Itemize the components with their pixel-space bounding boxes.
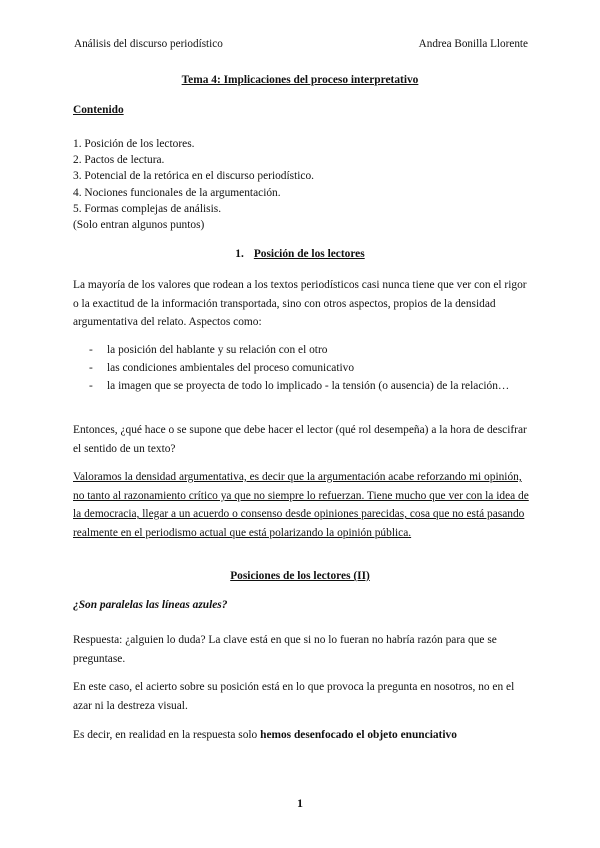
- list-item-text: la imagen que se proyecta de todo lo implicado - la tensión (o ausencia) de la relación…: [107, 380, 510, 393]
- underlined-paragraph: Valoramos la densidad argumentativa, es decir que la argumentación acabe reforzando mi opinión, no tanto al razonamiento crítico ya que no siempre lo refuerzan. Tiene mucho que ver con la idea de la democracia, llegar a un acuerdo o consenso desde opiniones parecidas, cosa que no está pasando realmente en el periodismo actual que está polarizando la opinión pública.: [73, 471, 529, 539]
- section1-intro: La mayoría de los valores que rodean a los textos periodísticos casi nunca tiene que ver con el rigor o la exactitud de la información transportada, sino con otros aspectos, propios de la densidad argumentativa del relato. Aspectos como:: [73, 279, 527, 329]
- reader-question-paragraph: Entonces, ¿qué hace o se supone que debe hacer el lector (qué rol desempeña) a la hora de descifrar el sentido de un texto?: [73, 424, 527, 455]
- conclusion-bold: hemos desenfocado el objeto enunciativo: [260, 729, 457, 741]
- section2-heading: Posiciones de los lectores (II): [230, 570, 370, 582]
- list-item: [73, 377, 533, 395]
- contents-item: 5. Formas complejas de análisis.: [73, 202, 222, 215]
- section1-heading: [0, 248, 600, 260]
- header-right: Andrea Bonilla Llorente: [418, 38, 528, 50]
- contents-item: 2. Pactos de lectura.: [73, 154, 165, 167]
- conclusion-paragraph: [73, 726, 529, 745]
- section1-title: Posición de los lectores: [253, 248, 365, 260]
- contents-heading: Contenido: [73, 104, 124, 116]
- bullet-dash: -: [89, 362, 93, 375]
- list-item-text: la posición del hablante y su relación con el otro: [107, 344, 328, 356]
- page-number: 1: [297, 796, 303, 810]
- list-item: [73, 359, 533, 377]
- contents-item: 4. Nociones funcionales de la argumentación.: [73, 186, 281, 199]
- section1-number: 1.: [235, 248, 244, 260]
- contents-item: 3. Potencial de la retórica en el discurso periodístico.: [73, 170, 315, 183]
- header-left: Análisis del discurso periodístico: [74, 38, 223, 50]
- document-title: Tema 4: Implicaciones del proceso interpretativo: [181, 74, 419, 86]
- contents-note: (Solo entran algunos puntos): [73, 219, 205, 232]
- contents-list: [73, 136, 314, 233]
- answer-paragraph: Respuesta: ¿alguien lo duda? La clave está en que si no lo fueran no habría razón para que se preguntase.: [73, 634, 497, 665]
- bullet-dash: -: [89, 344, 93, 356]
- blue-lines-question: ¿Son paralelas las líneas azules?: [73, 599, 228, 611]
- list-item-text: las condiciones ambientales del proceso comunicativo: [107, 362, 355, 375]
- position-paragraph: En este caso, el acierto sobre su posición está en lo que provoca la pregunta en nosotros, no en el azar ni la destreza visual.: [73, 681, 515, 712]
- bullet-dash: -: [89, 380, 93, 393]
- list-item: [73, 341, 533, 359]
- aspects-list: [73, 341, 533, 396]
- contents-item: 1. Posición de los lectores.: [73, 138, 195, 150]
- conclusion-text: Es decir, en realidad en la respuesta solo: [73, 729, 261, 741]
